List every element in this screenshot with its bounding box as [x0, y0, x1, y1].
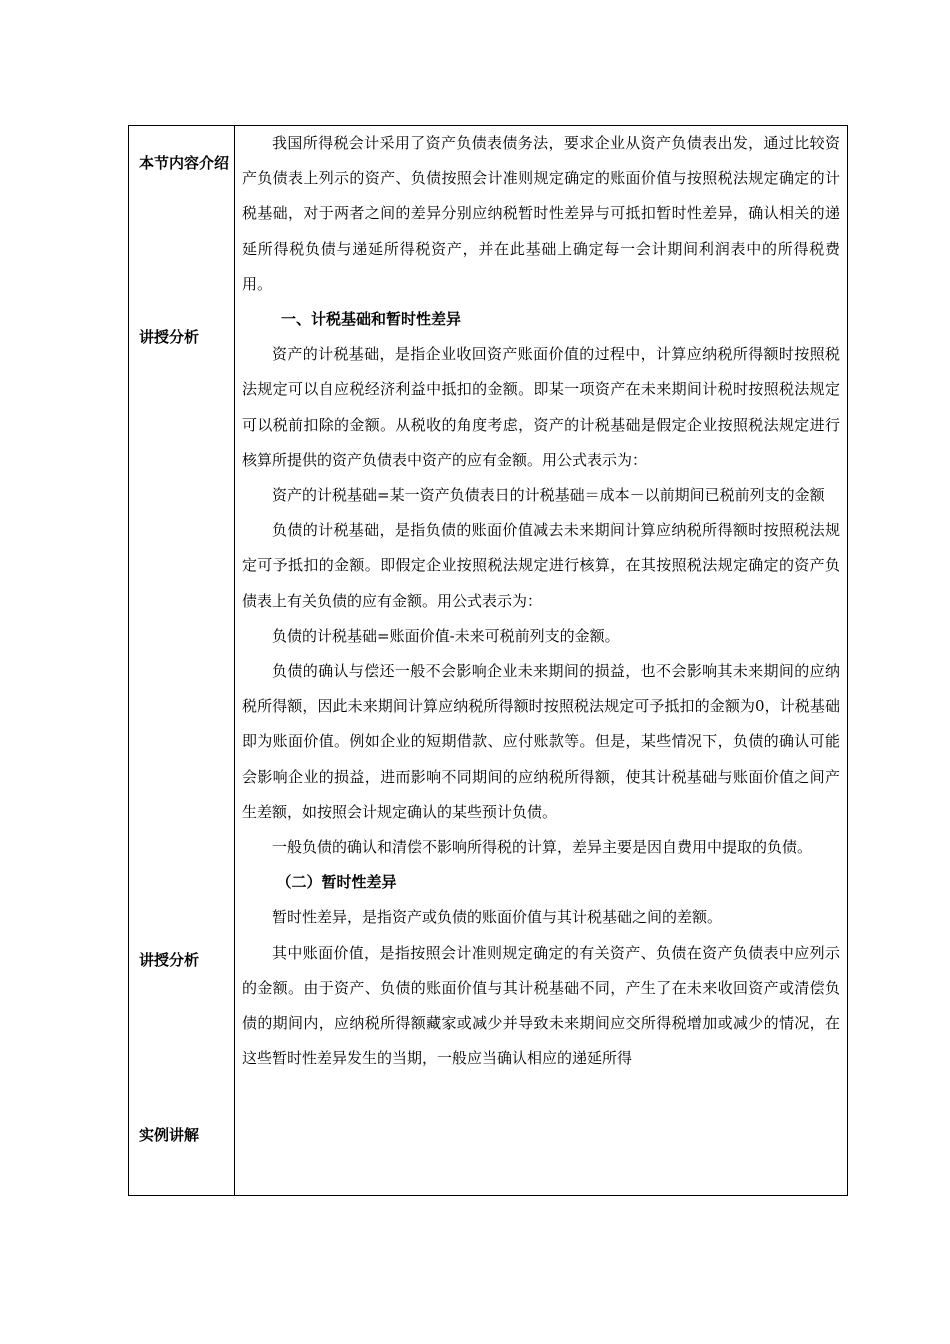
content-column	[242, 126, 840, 1076]
para-temp-diff-def: 暂时性差异，是指资产或负债的账面价值与其计税基础之间的差额。	[272, 908, 723, 927]
label-lecture-analysis-2: 讲授分析	[139, 951, 200, 969]
label-lecture-analysis-1: 讲授分析	[139, 328, 200, 346]
para-asset-basis: 资产的计税基础，是指企业收回资产账面价值的过程中，计算应纳税所得额时按照税法规定可以自应税经济利益中抵扣的金额。即某一项资产在未来期间计税时按照税法规定可以税前扣除的金额。从税收的角度考虑，资产的计税基础是假定企业按照税法规定进行核算所提供的资产负债表中资产的应有金额。用公式表示为：	[242, 345, 840, 469]
label-section-intro: 本节内容介绍	[139, 154, 230, 172]
content-table	[128, 125, 848, 1196]
para-asset-formula: 资产的计税基础=某一资产负债表日的计税基础＝成本－以前期间已税前列支的金额	[272, 486, 825, 505]
para-intro: 我国所得税会计采用了资产负债表债务法，要求企业从资产负债表出发，通过比较资产负债表上列示的资产、负债按照会计准则规定确定的账面价值与按照税法规定确定的计税基础，对于两者之间的差异分别应纳税暂时性差异与可抵扣暂时性差异，确认相关的递延所得税负债与递延所得税资产，并在此基础上确定每一会计期间利润表中的所得税费用。	[242, 134, 840, 293]
label-example: 实例讲解	[139, 1126, 200, 1144]
column-divider	[234, 126, 235, 1195]
heading-tax-basis: 一、计税基础和暂时性差异	[281, 310, 462, 329]
para-liability-note: 负债的确认与偿还一般不会影响企业未来期间的损益，也不会影响其未来期间的应纳税所得额，因此未来期间计算应纳税所得额时按照税法规定可予抵扣的金额为0，计税基础即为账面价值。例如企业的短期借款、应付账款等。但是，某些情况下，负债的确认可能会影响企业的损益，进而影响不同期间的应纳税所得额，使其计税基础与账面价值之间产生差额，如按照会计规定确认的某些预计负债。	[242, 662, 840, 821]
para-general-liability: 一般负债的确认和清偿不影响所得税的计算，差异主要是因自费用中提取的负债。	[272, 838, 813, 857]
para-book-value: 其中账面价值，是指按照会计准则规定确定的有关资产、负债在资产负债表中应列示的金额。由于资产、负债的账面价值与其计税基础不同，产生了在未来收回资产或清偿负债的期间内，应纳税所得额藏家或减少并导致未来期间应交所得税增加或减少的情况，在这些暂时性差异发生的当期，一般应当确认相应的递延所得	[242, 943, 840, 1068]
para-liability-formula: 负债的计税基础=账面价值-未来可税前列支的金额。	[272, 626, 620, 645]
heading-temp-diff: （二）暂时性差异	[276, 873, 397, 892]
para-liability-basis: 负债的计税基础，是指负债的账面价值减去未来期间计算应纳税所得额时按照税法规定可予抵扣的金额。即假定企业按照税法规定进行核算，在其按照税法规定确定的资产负债表上有关负债的应有金额。用公式表示为：	[242, 521, 840, 610]
